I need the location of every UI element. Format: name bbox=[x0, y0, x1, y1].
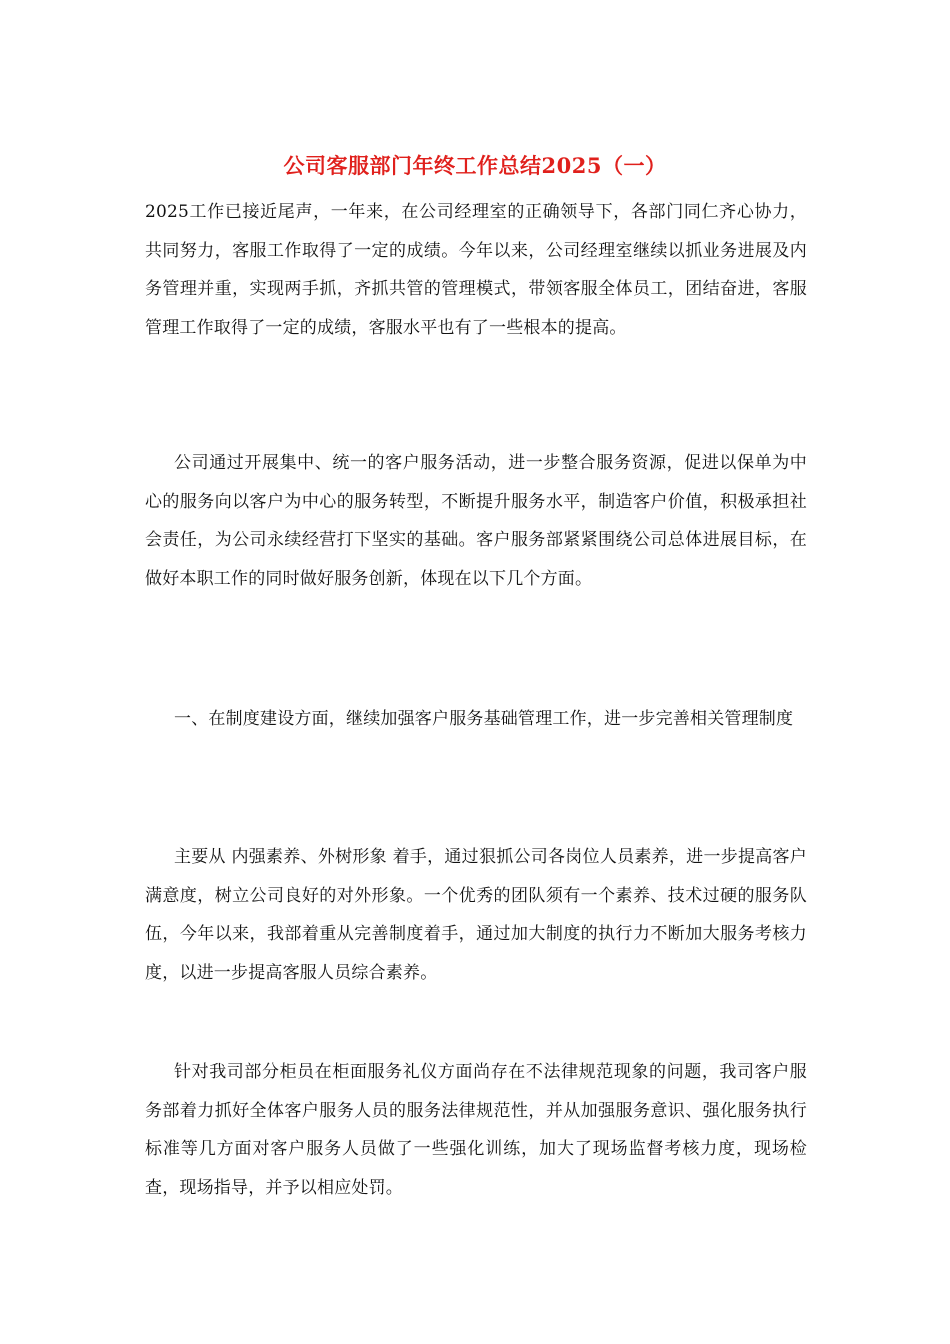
paragraph-counter-service: 针对我司部分柜员在柜面服务礼仪方面尚存在不法律规范现象的问题，我司客户服务部着力抓好全体客户服务人员的服务法律规范性，并从加强服务意识、强化服务执行标准等几方面对客户服务人员做了一些强化训练，加大了现场监督考核力度，现场检查，现场指导，并予以相应处罚。 bbox=[145, 1062, 807, 1198]
paragraph-section-heading-1: 一、在制度建设方面，继续加强客户服务基础管理工作，进一步完善相关管理制度 bbox=[174, 709, 794, 729]
document-title: 公司客服部门年终工作总结2025（一） bbox=[283, 153, 667, 178]
paragraph-quality-improvement: 主要从 内强素养、外树形象 着手，通过狠抓公司各岗位人员素养，进一步提高客户满意度，树立公司良好的对外形象。一个优秀的团队须有一个素养、技术过硬的服务队伍，今年以来，我部着重从完善制度着手，通过加大制度的执行力不断加大服务考核力度，以进一步提高客服人员综合素养。 bbox=[145, 847, 807, 983]
paragraph-intro: 2025工作已接近尾声，一年来，在公司经理室的正确领导下，各部门同仁齐心协力，共同努力，客服工作取得了一定的成绩。今年以来，公司经理室继续以抓业务进展及内务管理并重，实现两手抓，齐抓共管的管理模式，带领客服全体员工，团结奋进，客服管理工作取得了一定的成绩，客服水平也有了一些根本的提高。 bbox=[145, 202, 807, 338]
paragraph-service-overview: 公司通过开展集中、统一的客户服务活动，进一步整合服务资源，促进以保单为中心的服务向以客户为中心的服务转型，不断提升服务水平，制造客户价值，积极承担社会责任，为公司永续经营打下坚实的基础。客户服务部紧紧围绕公司总体进展目标，在做好本职工作的同时做好服务创新，体现在以下几个方面。 bbox=[145, 453, 807, 589]
